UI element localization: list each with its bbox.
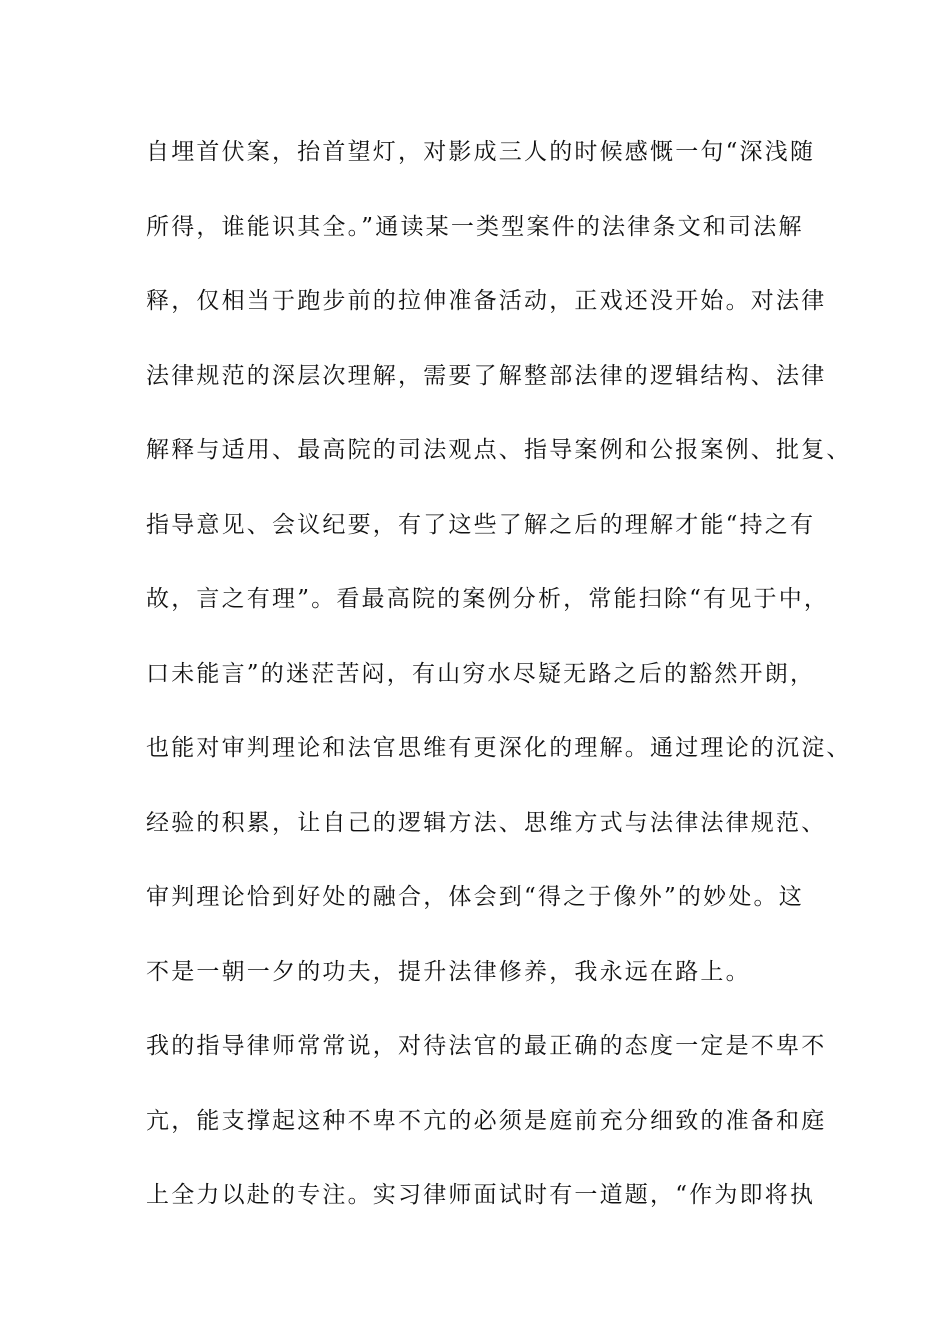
text-line: 故，言之有理”。看最高院的案例分析，常能扫除“有见于中， <box>146 586 830 612</box>
text-line: 释，仅相当于跑步前的拉伸准备活动，正戏还没开始。对法律 <box>146 288 827 314</box>
text-line: 我的指导律师常常说，对待法官的最正确的态度一定是不卑不 <box>146 1033 827 1059</box>
text-line: 所得，谁能识其全。”通读某一类型案件的法律条文和司法解 <box>146 214 804 240</box>
text-line: 也能对审判理论和法官思维有更深化的理解。通过理论的沉淀、 <box>146 735 852 761</box>
text-line: 亢，能支撑起这种不卑不亢的必须是庭前充分细致的准备和庭 <box>146 1108 827 1134</box>
text-line: 经验的积累，让自己的逻辑方法、思维方式与法律法律规范、 <box>146 810 827 836</box>
text-line: 法律规范的深层次理解，需要了解整部法律的逻辑结构、法律 <box>146 363 827 389</box>
text-line: 指导意见、会议纪要，有了这些了解之后的理解才能“持之有 <box>146 512 816 538</box>
text-line: 审判理论恰到好处的融合，体会到“得之于像外”的妙处。这 <box>146 884 804 910</box>
text-line: 不是一朝一夕的功夫，提升法律修养，我永远在路上。 <box>146 959 751 985</box>
text-line: 上全力以赴的专注。实习律师面试时有一道题，“作为即将执 <box>146 1182 816 1208</box>
text-line: 口未能言”的迷茫苦闷，有山穷水尽疑无路之后的豁然开朗， <box>146 661 816 687</box>
text-line: 自埋首伏案，抬首望灯，对影成三人的时候感慨一句“深浅随 <box>146 139 816 165</box>
text-line: 解释与适用、最高院的司法观点、指导案例和公报案例、批复、 <box>146 437 852 463</box>
